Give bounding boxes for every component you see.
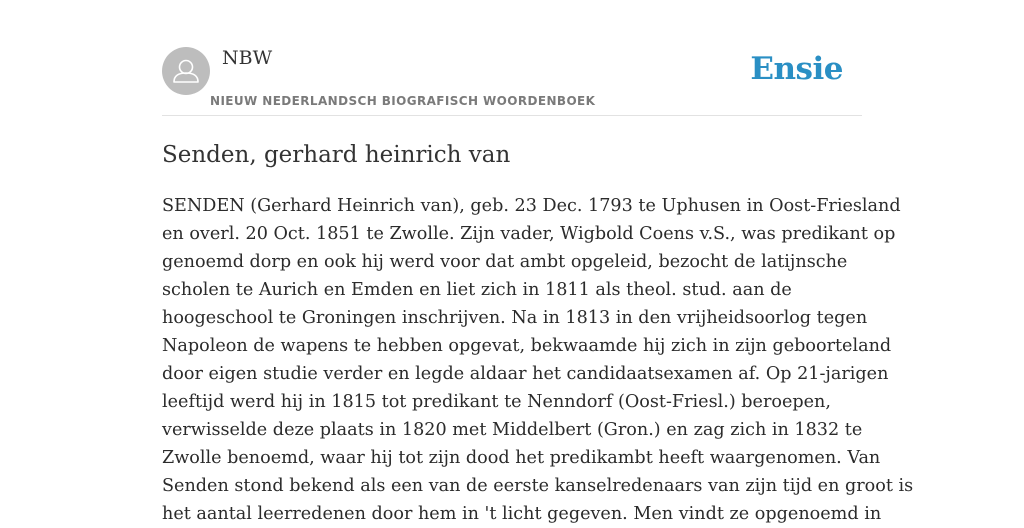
article-line: leeftijd werd hij in 1815 tot predikant te Nenndorf (Oost-Friesl.) beroepen, bbox=[162, 392, 831, 412]
article-line: het aantal leerredenen door hem in 't licht gegeven. Men vindt ze opgenoemd in bbox=[162, 504, 882, 524]
article-line: scholen te Aurich en Emden en liet zich in 1811 als theol. stud. aan de bbox=[162, 280, 792, 300]
source-name[interactable]: NBW bbox=[222, 47, 273, 69]
article-body bbox=[162, 192, 914, 528]
source-fullname[interactable]: NIEUW NEDERLANDSCH BIOGRAFISCH WOORDENBOEK bbox=[210, 94, 596, 108]
page-title: Senden, gerhard heinrich van bbox=[162, 142, 511, 168]
source-header bbox=[162, 47, 862, 116]
article-line: verwisselde deze plaats in 1820 met Middelbert (Gron.) en zag zich in 1832 te bbox=[162, 420, 863, 440]
article-line: Napoleon de wapens te hebben opgevat, bekwaamde hij zich in zijn geboorteland bbox=[162, 336, 892, 356]
article-line: Zwolle benoemd, waar hij tot zijn dood het predikambt heeft waargenomen. Van bbox=[162, 448, 881, 468]
user-icon bbox=[162, 47, 210, 95]
article-line: SENDEN (Gerhard Heinrich van), geb. 23 Dec. 1793 te Uphusen in Oost-Friesland bbox=[162, 196, 901, 216]
avatar[interactable] bbox=[162, 47, 210, 95]
article-line: en overl. 20 Oct. 1851 te Zwolle. Zijn vader, Wigbold Coens v.S., was predikant op bbox=[162, 224, 896, 244]
article-line: Senden stond bekend als een van de eerste kanselredenaars van zijn tijd en groot is bbox=[162, 476, 914, 496]
article-line: door eigen studie verder en legde aldaar het candidaatsexamen af. Op 21-jarigen bbox=[162, 364, 889, 384]
ensie-logo[interactable]: Ensie bbox=[750, 51, 843, 87]
article-line: hoogeschool te Groningen inschrijven. Na in 1813 in den vrijheidsoorlog tegen bbox=[162, 308, 868, 328]
article-line: genoemd dorp en ook hij werd voor dat ambt opgeleid, bezocht de latijnsche bbox=[162, 252, 848, 272]
